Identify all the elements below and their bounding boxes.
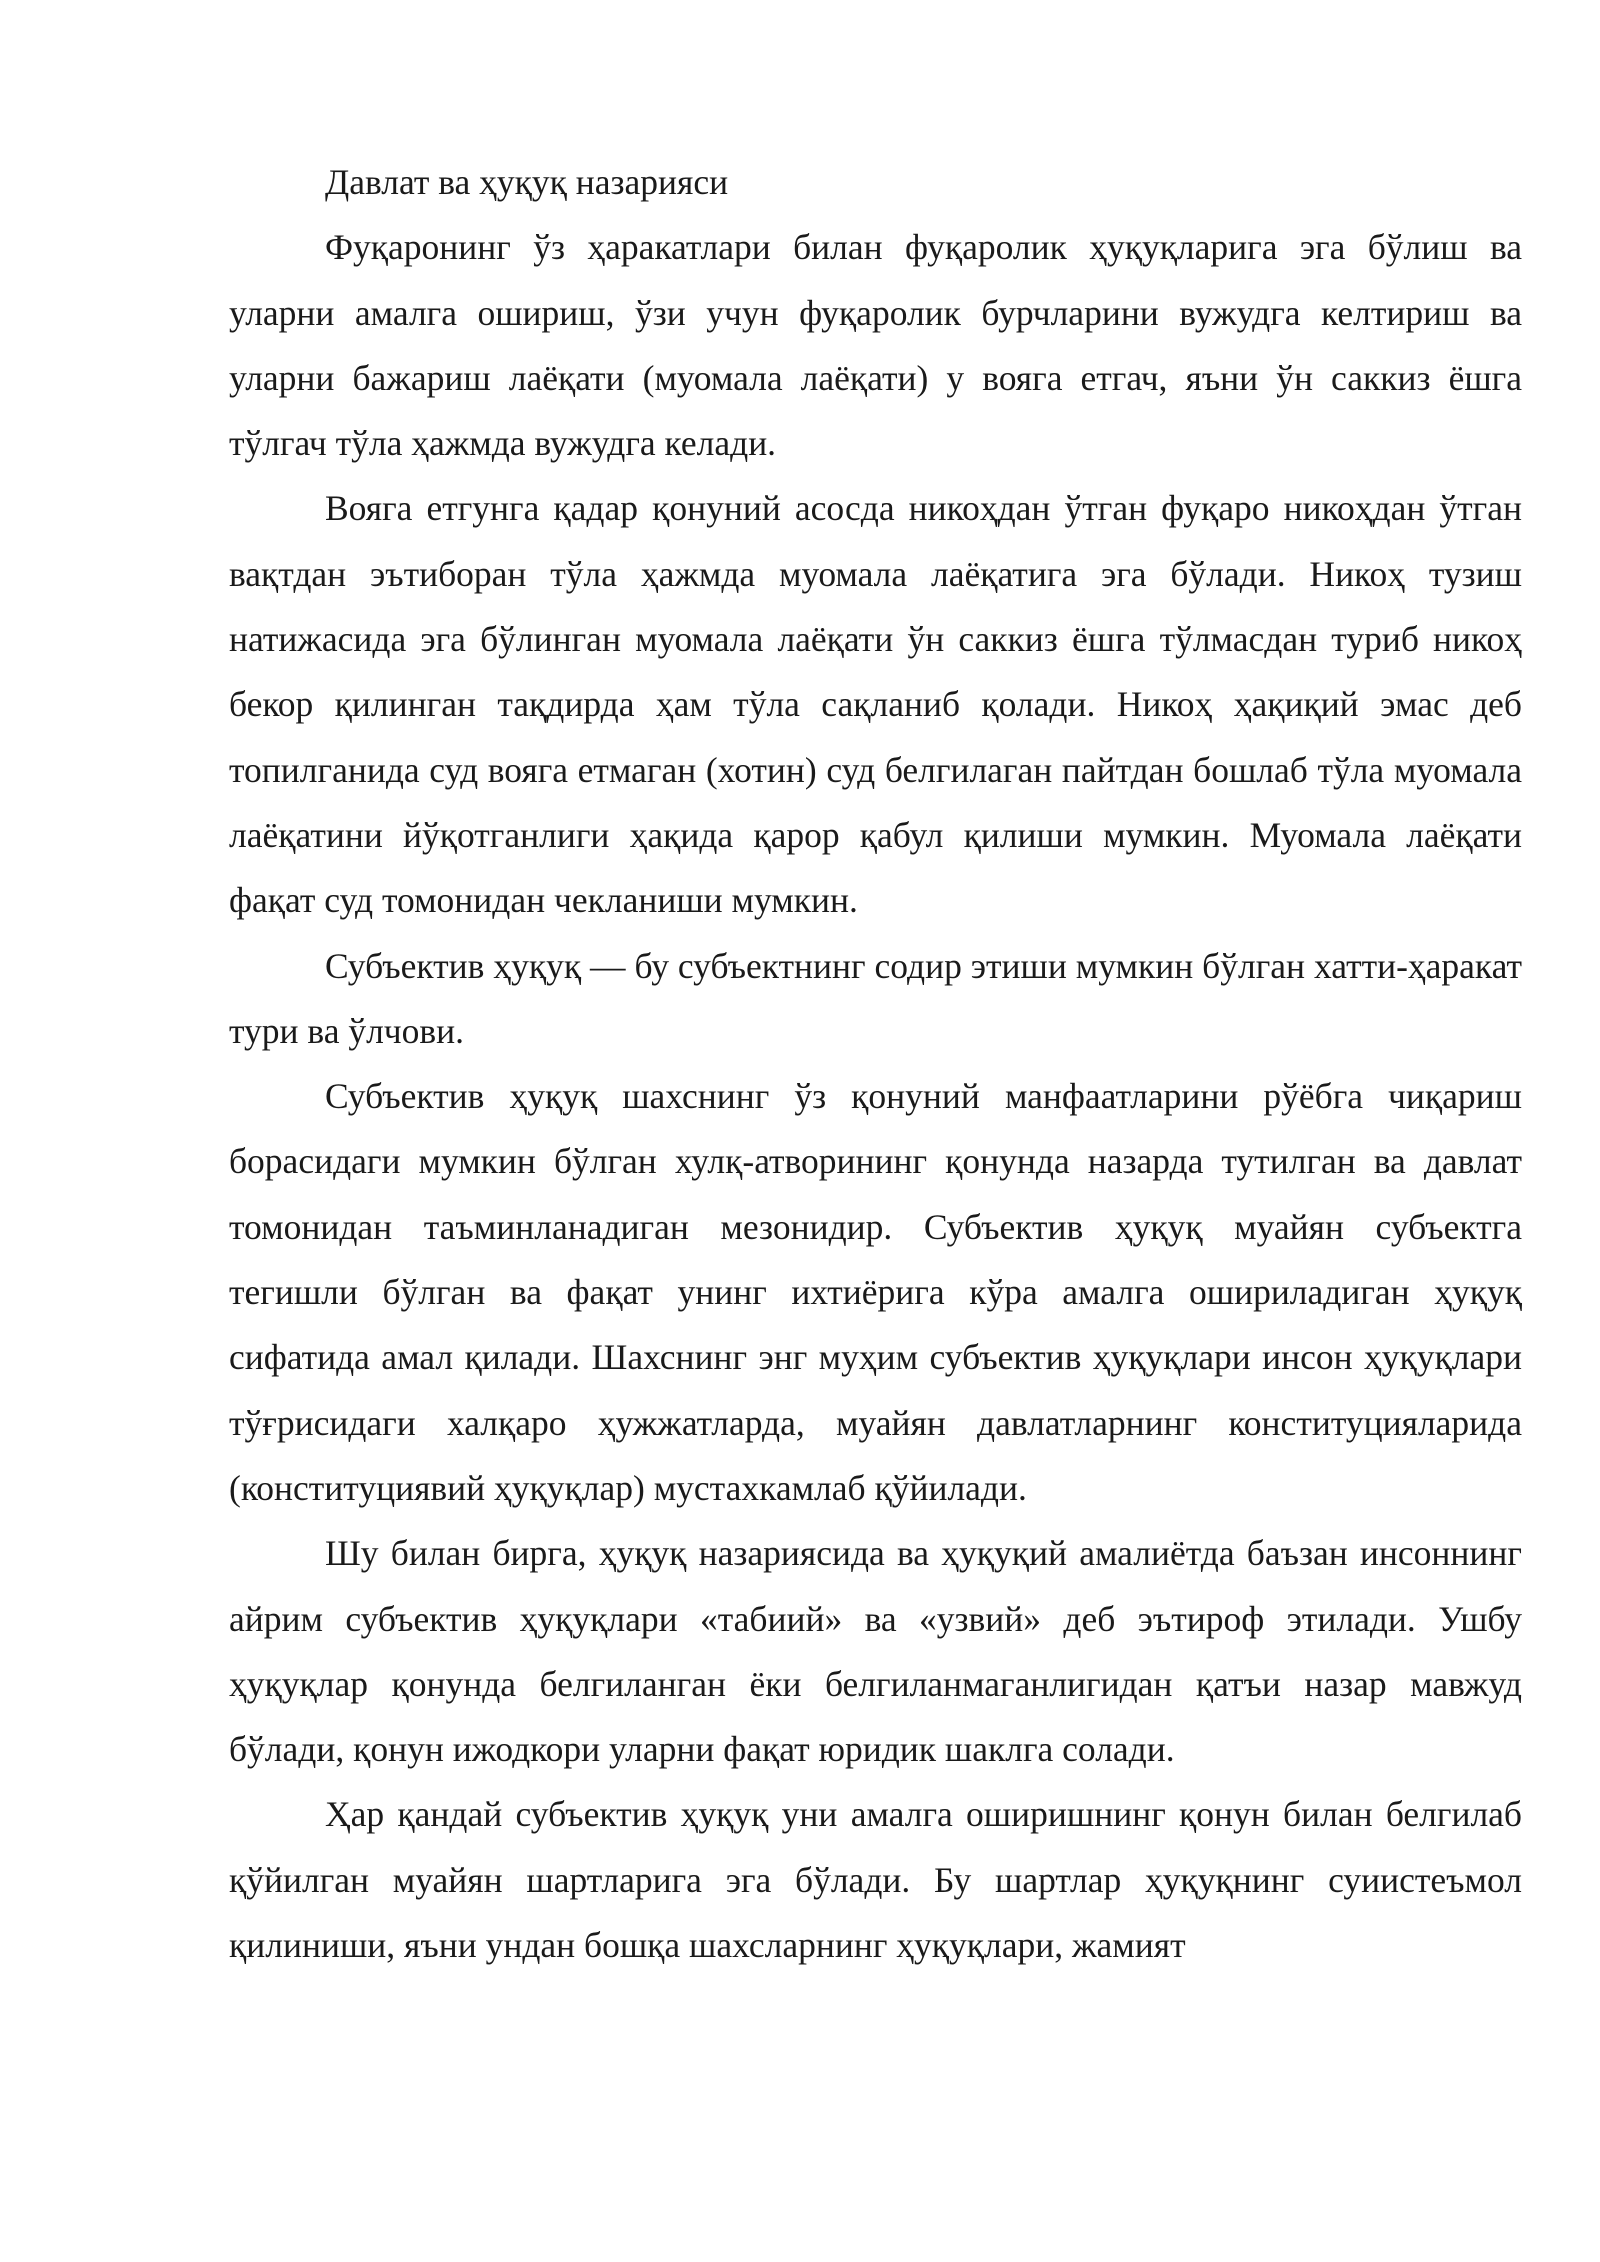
paragraph-exercise-conditions: Ҳар қандай субъектив ҳуқуқ уни амалга оширишнинг қонун билан белгилаб қўйилган муайян шартларига эга бўлади. Бу шартлар ҳуқуқнинг суиистеъмол қилиниши, яъни ундан бошқа шахсларнинг ҳуқуқлари, жамият bbox=[229, 1794, 1522, 1966]
paragraph-subjective-right-definition: Субъектив ҳуқуқ — бу субъектнинг содир этиши мумкин бўлган хатти-ҳаракат тури ва ўлчови. bbox=[229, 945, 1522, 1051]
document-title: Давлат ва ҳуқуқ назарияси bbox=[325, 162, 729, 202]
paragraph-marriage-capacity: Вояга етгунга қадар қонуний асосда никоҳдан ўтган фуқаро никоҳдан ўтган вақтдан эътиборан тўла ҳажмда муомала лаёқатига эга бўлади. Никоҳ тузиш натижасида эга бўлинган муомала лаёқати ўн саккиз ёшга тўлмасдан туриб никоҳ бекор қилинган тақдирда ҳам тўла сақланиб қолади. Никоҳ ҳақиқий эмас деб топилганида суд вояга етмаган (хотин) суд белгилаган пайтдан бошлаб тўла муомала лаёқатини йўқотганлиги ҳақида қарор қабул қилиши мумкин. Муомала лаёқати фақат суд томонидан чекланиши мумкин. bbox=[229, 488, 1522, 921]
paragraph-subjective-right-measure: Субъектив ҳуқуқ шахснинг ўз қонуний манфаатларини рўёбга чиқариш борасидаги мумкин бўлган хулқ-атворининг қонунда назарда тутилган ва давлат томонидан таъминланадиган мезонидир. Субъектив ҳуқуқ муайян субъектга тегишли бўлган ва фақат унинг ихтиёрига кўра амалга ошириладиган ҳуқуқ сифатида амал қилади. Шахснинг энг муҳим субъектив ҳуқуқлари инсон ҳуқуқлари тўғрисидаги халқаро ҳужжатларда, муайян давлатларнинг конституцияларида (конституциявий ҳуқуқлар) мустахкамлаб қўйилади. bbox=[229, 1076, 1522, 1508]
paragraph-legal-capacity: Фуқаронинг ўз ҳаракатлари билан фуқаролик ҳуқуқларига эга бўлиш ва уларни амалга ошириш, ўзи учун фуқаролик бурчларини вужудга келтириш ва уларни бажариш лаёқати (муомала лаёқати) у вояга етгач, яъни ўн саккиз ёшга тўлгач тўла ҳажмда вужудга келади. bbox=[229, 227, 1522, 464]
document-body bbox=[229, 150, 1522, 1978]
paragraph-natural-rights: Шу билан бирга, ҳуқуқ назариясида ва ҳуқуқий амалиётда баъзан инсоннинг айрим субъектив ҳуқуқлари «табиий» ва «узвий» деб эътироф этилади. Ушбу ҳуқуқлар қонунда белгиланган ёки белгиланмаганлигидан қатъи назар мавжуд бўлади, қонун ижодкори уларни фақат юридик шаклга солади. bbox=[229, 1533, 1522, 1770]
